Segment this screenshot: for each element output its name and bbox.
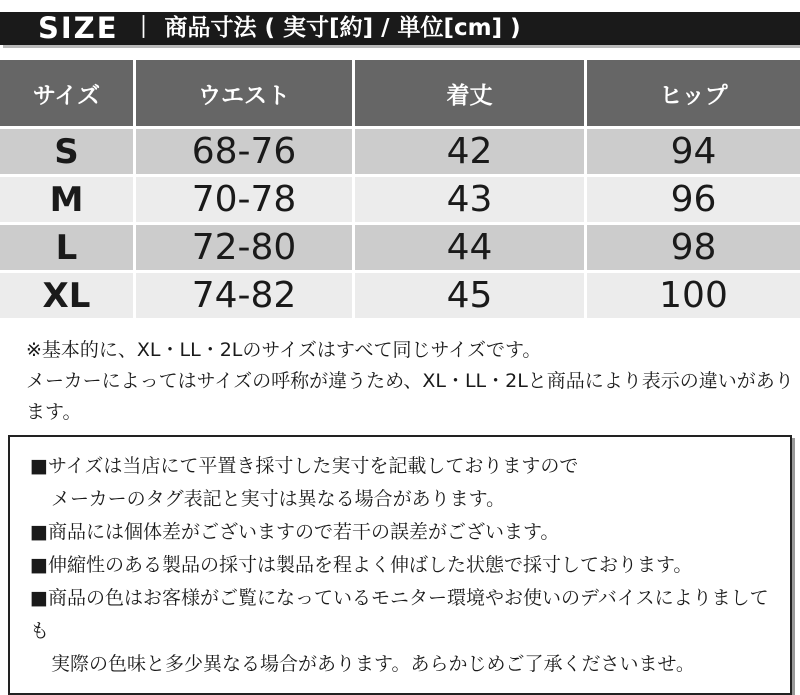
disclaimer-line: メーカーのタグ表記と実寸は異なる場合があります。 [51, 488, 506, 510]
hip-cell: 100 [587, 273, 800, 318]
size-cell: M [0, 177, 133, 222]
disclaimer-line: ■商品の色はお客様がご覧になっているモニター環境やお使いのデバイスによりましても [30, 587, 769, 642]
waist-cell: 74-82 [136, 273, 352, 318]
disclaimer-line: ■サイズは当店にて平置き採寸した実寸を記載しておりますので [30, 455, 579, 477]
disclaimer-line: ■商品には個体差がございますので若干の誤差がございます。 [30, 521, 560, 543]
disclaimer-line: ■伸縮性のある製品の採寸は製品を程よく伸ばした状態で採寸しております。 [30, 554, 693, 576]
size-cell: S [0, 129, 133, 174]
size-equivalence-note [0, 335, 800, 428]
note-line: ※基本的に、XL・LL・2Lのサイズはすべて同じサイズです。 [26, 339, 542, 361]
disclaimer-line: 実際の色味と多少異なる場合があります。あらかじめご了承くださいませ。 [51, 653, 695, 675]
title-text: 商品寸法 ( 実寸[約] / 単位[cm] ) [164, 15, 521, 41]
note-line: メーカーによってはサイズの呼称が違うため、XL・LL・2Lと商品により表示の違いがあります。 [26, 370, 794, 423]
column-header-waist: ウエスト [136, 60, 352, 126]
size-cell: XL [0, 273, 133, 318]
title-separator: ｜ [132, 15, 155, 41]
length-cell: 44 [355, 225, 584, 270]
hip-cell: 98 [587, 225, 800, 270]
waist-cell: 72-80 [136, 225, 352, 270]
disclaimer-box [8, 435, 792, 695]
title-bar [0, 12, 800, 45]
waist-cell: 70-78 [136, 177, 352, 222]
length-cell: 45 [355, 273, 584, 318]
size-table [0, 60, 800, 318]
length-cell: 42 [355, 129, 584, 174]
length-cell: 43 [355, 177, 584, 222]
column-header-size: サイズ [0, 60, 133, 126]
hip-cell: 96 [587, 177, 800, 222]
column-header-length: 着丈 [355, 60, 584, 126]
waist-cell: 68-76 [136, 129, 352, 174]
column-header-hip: ヒップ [587, 60, 800, 126]
size-cell: L [0, 225, 133, 270]
size-heading: SIZE [38, 11, 119, 45]
hip-cell: 94 [587, 129, 800, 174]
